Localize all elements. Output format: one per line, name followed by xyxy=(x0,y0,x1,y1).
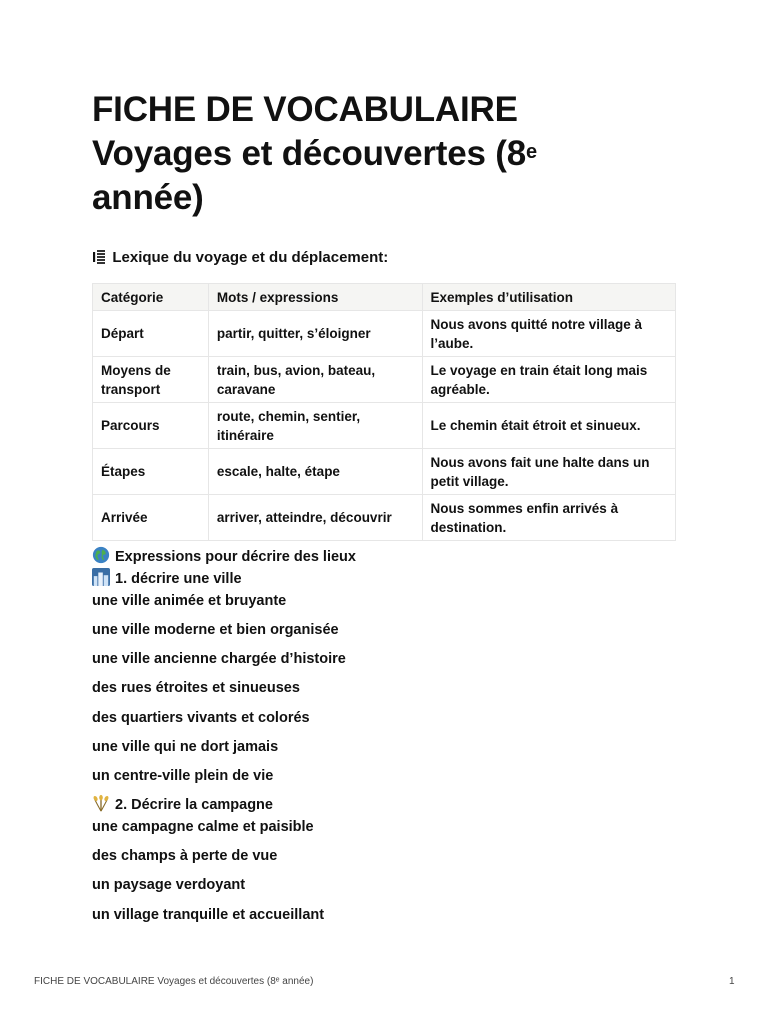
table-row xyxy=(93,311,676,357)
section-heading-lexique xyxy=(92,249,388,266)
table-cell-words: escale, halte, étape xyxy=(208,449,422,495)
cityscape-icon xyxy=(92,568,110,586)
table-row xyxy=(93,357,676,403)
table-cell-category: Moyens de transport xyxy=(93,357,209,403)
expressions-heading xyxy=(92,546,692,568)
list-item: un centre-ville plein de vie xyxy=(92,767,274,784)
title-line-3: année) xyxy=(92,178,204,217)
table-row xyxy=(93,449,676,495)
page-title xyxy=(92,88,652,220)
page-number: 1 xyxy=(729,976,735,987)
list-item: une ville animée et bruyante xyxy=(92,593,287,609)
table-cell-words: partir, quitter, s’éloigner xyxy=(208,311,422,357)
list-item: une ville qui ne dort jamais xyxy=(92,738,279,755)
page-footer: FICHE DE VOCABULAIRE Voyages et découvertes (8ᵉ année) xyxy=(34,976,314,987)
table-cell-category: Arrivée xyxy=(93,495,209,541)
list-item: une ville ancienne chargée d’histoire xyxy=(92,651,346,668)
table-header-row xyxy=(93,284,676,311)
table-cell-words: arriver, atteindre, découvrir xyxy=(208,495,422,541)
section-number: I xyxy=(92,249,97,266)
list-item: un village tranquille et accueillant xyxy=(92,906,325,923)
vocabulary-table xyxy=(92,283,676,541)
section-heading-text: Lexique du voyage et du déplacement: xyxy=(112,249,389,266)
table-cell-category: Parcours xyxy=(93,403,209,449)
list-item: une campagne calme et paisible xyxy=(92,819,314,836)
column-header: Exemples d’utilisation xyxy=(422,284,676,311)
table-row xyxy=(93,403,676,449)
title-line-1: FICHE DE VOCABULAIRE xyxy=(92,90,518,129)
column-header: Catégorie xyxy=(93,284,209,311)
expressions-section xyxy=(92,546,692,933)
title-line-2: Voyages et découvertes (8e xyxy=(92,134,537,173)
list-item: un paysage verdoyant xyxy=(92,877,246,894)
wheat-icon xyxy=(92,794,110,812)
table-cell-example: Nous avons fait une halte dans un petit village. xyxy=(422,449,676,495)
table-cell-example: Nous avons quitté notre village à l’aube. xyxy=(422,311,676,357)
numeral-mark-icon xyxy=(97,250,105,264)
city-subheading-text: 1. décrire une ville xyxy=(115,571,242,587)
table-cell-example: Le voyage en train était long mais agréable. xyxy=(422,357,676,403)
countryside-subheading xyxy=(92,794,692,816)
title-superscript: e xyxy=(526,141,537,163)
list-item: des quartiers vivants et colorés xyxy=(92,709,310,726)
table-cell-category: Départ xyxy=(93,311,209,357)
table-cell-words: route, chemin, sentier, itinéraire xyxy=(208,403,422,449)
table-cell-example: Le chemin était étroit et sinueux. xyxy=(422,403,676,449)
list-item: une ville moderne et bien organisée xyxy=(92,622,339,638)
globe-icon xyxy=(92,546,110,564)
countryside-subheading-text: 2. Décrire la campagne xyxy=(115,797,273,814)
city-subheading xyxy=(92,568,692,590)
table-row xyxy=(93,495,676,541)
column-header: Mots / expressions xyxy=(208,284,422,311)
table-cell-example: Nous sommes enfin arrivés à destination. xyxy=(422,495,676,541)
table-cell-category: Étapes xyxy=(93,449,209,495)
list-item: des rues étroites et sinueuses xyxy=(92,680,300,697)
expressions-heading-text: Expressions pour décrire des lieux xyxy=(115,549,356,565)
list-item: des champs à perte de vue xyxy=(92,848,278,865)
table-cell-words: train, bus, avion, bateau, caravane xyxy=(208,357,422,403)
